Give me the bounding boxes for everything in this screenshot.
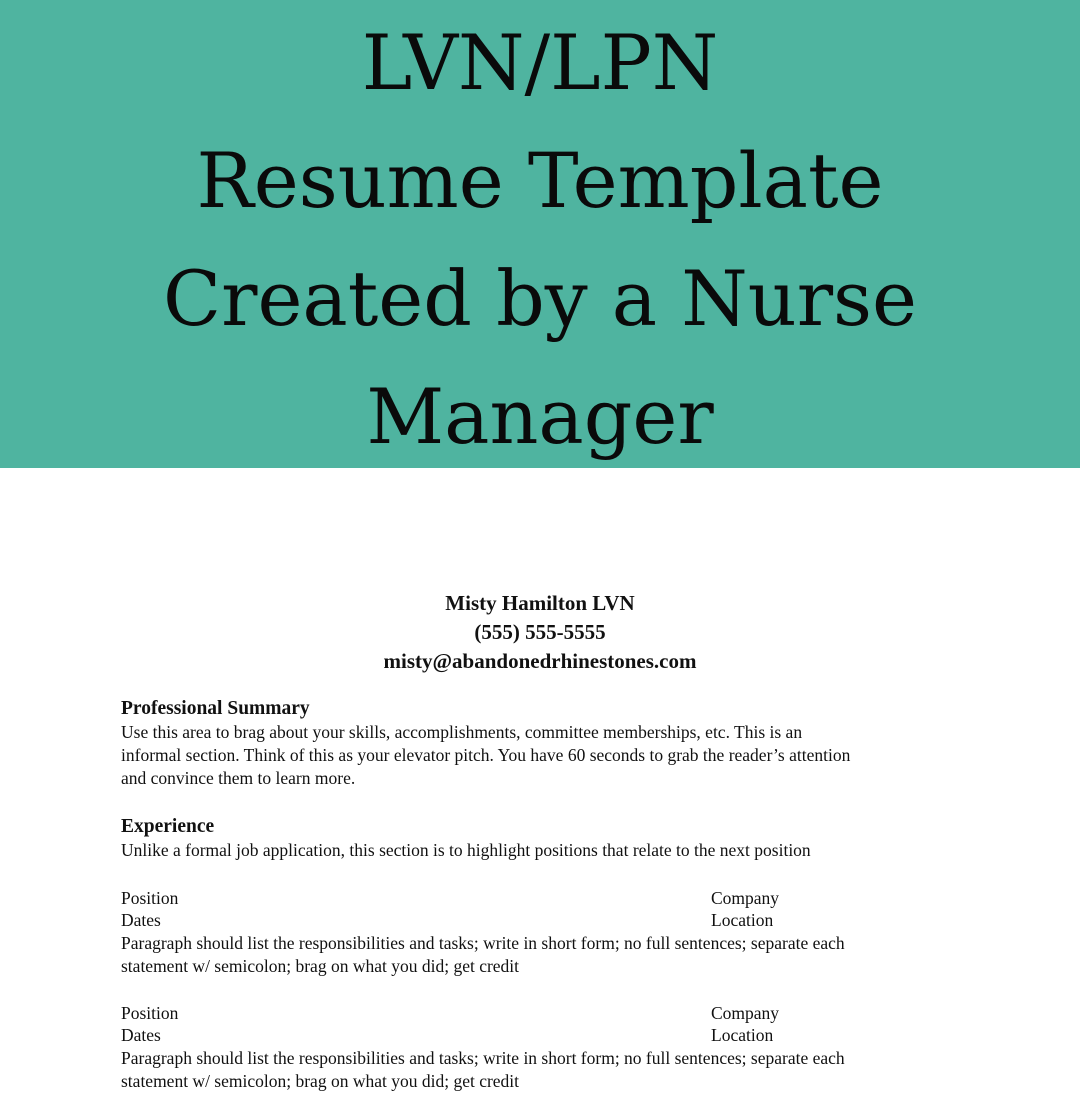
title-line-4: Manager — [366, 372, 714, 461]
resume-email: misty@abandonedrhinestones.com — [383, 649, 697, 673]
entry-2-position: Position — [121, 1003, 179, 1023]
entry-1-position: Position — [121, 888, 179, 908]
entry-1-dates: Dates — [121, 910, 161, 930]
entry-1-location: Location — [711, 910, 774, 930]
title-line-1: LVN/LPN — [361, 18, 719, 107]
title-banner — [0, 0, 1080, 468]
resume-phone: (555) 555-5555 — [474, 620, 606, 644]
entry-2-company: Company — [711, 1003, 780, 1023]
summary-line-3: and convince them to learn more. — [121, 768, 356, 788]
title-line-2: Resume Template — [196, 136, 884, 225]
entry-2-desc-line-2: statement w/ semicolon; brag on what you did; get credit — [121, 1071, 520, 1091]
experience-heading: Experience — [121, 816, 215, 837]
summary-heading: Professional Summary — [121, 698, 310, 719]
entry-1-desc-line-1: Paragraph should list the responsibilities and tasks; write in short form; no full sentences; separate each — [121, 933, 845, 953]
resume-name: Misty Hamilton LVN — [445, 591, 635, 615]
experience-intro: Unlike a formal job application, this section is to highlight positions that relate to the next position — [121, 840, 811, 860]
entry-1-desc-line-2: statement w/ semicolon; brag on what you did; get credit — [121, 956, 520, 976]
entry-1-company: Company — [711, 888, 780, 908]
entry-2-location: Location — [711, 1025, 774, 1045]
title-line-3: Created by a Nurse — [162, 254, 918, 343]
resume-preview — [0, 468, 1080, 1091]
summary-line-1: Use this area to brag about your skills, accomplishments, committee memberships, etc. This is an — [121, 722, 803, 742]
entry-2-desc-line-1: Paragraph should list the responsibilities and tasks; write in short form; no full sentences; separate each — [121, 1048, 845, 1068]
summary-line-2: informal section. Think of this as your elevator pitch. You have 60 seconds to grab the reader’s attention — [121, 745, 851, 765]
entry-2-dates: Dates — [121, 1025, 161, 1045]
